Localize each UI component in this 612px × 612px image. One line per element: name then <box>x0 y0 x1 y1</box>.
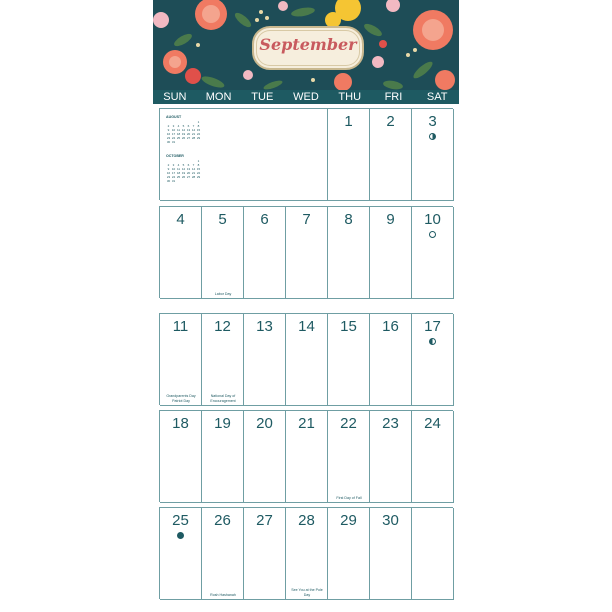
weekday-header <box>153 90 459 104</box>
mini-calendar-day: 19 <box>181 171 186 175</box>
mini-calendar-day: 24 <box>171 136 176 140</box>
mini-calendar-day: 28 <box>191 175 196 179</box>
mini-calendar-day: 14 <box>191 167 196 171</box>
day-number: 14 <box>298 318 315 335</box>
mini-calendar-day: 25 <box>176 136 181 140</box>
mini-calendar-day: 9 <box>167 167 170 171</box>
day-cell <box>328 508 370 600</box>
mini-calendar-day: 12 <box>181 128 186 132</box>
mini-calendar-day: 26 <box>181 136 186 140</box>
week-row <box>159 313 453 405</box>
day-cell <box>412 314 454 406</box>
day-cell <box>412 109 454 201</box>
day-cell <box>328 314 370 406</box>
mini-calendar-day: 8 <box>197 163 200 167</box>
day-number: 13 <box>256 318 273 335</box>
mini-calendar-day: 5 <box>182 124 185 128</box>
mini-calendar-day: 2 <box>167 124 170 128</box>
quarter-moon-icon <box>429 133 436 140</box>
mini-calendar-day: 10 <box>171 128 176 132</box>
day-cell <box>160 314 202 406</box>
day-cell <box>202 314 244 406</box>
holiday-note: See You at the Pole Day <box>291 588 323 597</box>
mini-calendar-day: 2 <box>167 163 170 167</box>
day-number: 8 <box>344 211 353 228</box>
week-row <box>159 507 453 599</box>
mini-calendar-day: 20 <box>186 132 191 136</box>
weekday-thu: THU <box>338 91 362 103</box>
mini-calendar-grid <box>166 159 206 183</box>
day-cell <box>160 411 202 503</box>
day-number: 15 <box>340 318 357 335</box>
day-number: 5 <box>218 211 227 228</box>
mini-calendar-day: 14 <box>191 128 196 132</box>
day-cell <box>286 314 328 406</box>
holiday-note: National Day of Encouragement <box>210 394 236 403</box>
mini-calendar-day: 1 <box>197 159 200 163</box>
weekday-mon: MON <box>205 91 232 103</box>
mini-calendar-day: 19 <box>181 132 186 136</box>
day-number: 16 <box>382 318 399 335</box>
mini-calendar-day: 3 <box>172 163 175 167</box>
mini-calendar-day: 13 <box>186 128 191 132</box>
mini-calendar-day: 26 <box>181 175 186 179</box>
day-number: 17 <box>424 318 441 335</box>
mini-calendar-day: 9 <box>167 128 170 132</box>
day-cell <box>370 109 412 201</box>
mini-calendar-day: 25 <box>176 175 181 179</box>
day-number: 6 <box>260 211 269 228</box>
day-cell <box>370 207 412 299</box>
day-number: 23 <box>382 415 399 432</box>
day-number: 25 <box>172 512 189 529</box>
weekday-tue: TUE <box>251 91 274 103</box>
day-number: 22 <box>340 415 357 432</box>
mini-calendar-grid <box>166 120 206 144</box>
full-moon-icon <box>429 231 436 238</box>
mini-calendar-day: 4 <box>177 163 180 167</box>
day-number: 9 <box>386 211 395 228</box>
mini-calendar-day: 22 <box>196 171 201 175</box>
mini-calendar-day: 28 <box>191 136 196 140</box>
mini-calendar-day: 15 <box>196 167 201 171</box>
day-number: 4 <box>176 211 185 228</box>
day-cell <box>286 207 328 299</box>
day-number: 19 <box>214 415 231 432</box>
weekday-sat: SAT <box>426 91 448 103</box>
mini-calendar-day: 3 <box>172 124 175 128</box>
day-number: 26 <box>214 512 231 529</box>
day-number: 20 <box>256 415 273 432</box>
day-cell <box>202 207 244 299</box>
day-cell <box>244 207 286 299</box>
mini-calendar-day: 29 <box>196 175 201 179</box>
week-row <box>159 108 453 200</box>
holiday-note: Labor Day <box>214 291 232 296</box>
day-cell <box>286 508 328 600</box>
mini-calendar-day: 23 <box>166 175 171 179</box>
day-number: 10 <box>424 211 441 228</box>
day-cell <box>370 508 412 600</box>
day-number: 27 <box>256 512 273 529</box>
floral-banner <box>153 0 459 90</box>
day-cell <box>202 411 244 503</box>
day-cell <box>328 411 370 503</box>
day-cell <box>370 314 412 406</box>
mini-calendar-day: 7 <box>192 163 195 167</box>
mini-calendar-day: 18 <box>176 132 181 136</box>
mini-calendar-day: 12 <box>181 167 186 171</box>
week-row <box>159 410 453 502</box>
day-cell <box>370 411 412 503</box>
day-number: 3 <box>428 113 437 130</box>
mini-calendar-day: 1 <box>197 120 200 124</box>
day-cell <box>244 508 286 600</box>
mini-calendar-day: 22 <box>196 132 201 136</box>
day-number: 29 <box>340 512 357 529</box>
mini-calendar-day: 23 <box>166 136 171 140</box>
day-cell <box>160 508 202 600</box>
day-number: 1 <box>344 113 353 130</box>
day-cell <box>160 207 202 299</box>
mini-calendar-day: 6 <box>187 124 190 128</box>
day-cell <box>412 411 454 503</box>
holiday-note: First Day of Fall <box>336 495 362 500</box>
mini-calendar-day: 24 <box>171 175 176 179</box>
day-cell <box>328 207 370 299</box>
mini-calendar-day: 5 <box>182 163 185 167</box>
day-number: 24 <box>424 415 441 432</box>
day-number: 2 <box>386 113 395 130</box>
mini-calendar-day: 18 <box>176 171 181 175</box>
day-cell <box>244 411 286 503</box>
mini-calendar-day: 6 <box>187 163 190 167</box>
mini-calendar-day: 31 <box>171 179 176 183</box>
mini-calendar-day: 31 <box>171 140 176 144</box>
mini-calendar-day: 11 <box>176 128 181 132</box>
mini-calendar-title: OCTOBER <box>166 154 184 158</box>
day-cell <box>412 508 454 600</box>
mini-calendar-day: 21 <box>191 171 196 175</box>
day-cell <box>412 207 454 299</box>
mini-calendar-day: 30 <box>166 140 171 144</box>
holiday-note: Grandparents Day Patriot Day <box>166 394 196 403</box>
day-number: 7 <box>302 211 311 228</box>
month-plaque <box>252 26 364 70</box>
mini-calendar-day: 16 <box>166 171 171 175</box>
week-row <box>159 206 453 298</box>
day-number: 21 <box>298 415 315 432</box>
day-cell <box>244 314 286 406</box>
mini-calendar-day: 21 <box>191 132 196 136</box>
calendar-page <box>153 0 459 612</box>
mini-calendar-day: 11 <box>176 167 181 171</box>
mini-calendar-day: 17 <box>171 171 176 175</box>
mini-calendar-day: 27 <box>186 175 191 179</box>
weekday-wed: WED <box>293 91 319 103</box>
mini-calendar-day: 15 <box>196 128 201 132</box>
day-number: 18 <box>172 415 189 432</box>
day-cell <box>286 411 328 503</box>
mini-calendar-day: 17 <box>171 132 176 136</box>
mini-calendar-day: 20 <box>186 171 191 175</box>
day-number: 28 <box>298 512 315 529</box>
mini-calendar-title: AUGUST <box>166 115 182 119</box>
new-moon-icon <box>177 532 184 539</box>
weekday-fri: FRI <box>384 91 403 103</box>
mini-calendar-day: 13 <box>186 167 191 171</box>
mini-calendar-day: 10 <box>171 167 176 171</box>
mini-calendar-day: 8 <box>197 124 200 128</box>
day-number: 30 <box>382 512 399 529</box>
month-title: September <box>259 35 357 54</box>
day-number: 11 <box>172 318 189 335</box>
mini-calendars <box>166 115 206 183</box>
mini-calendar-day: 27 <box>186 136 191 140</box>
day-cell <box>328 109 370 201</box>
weekday-sun: SUN <box>163 91 187 103</box>
mini-calendar-day: 29 <box>196 136 201 140</box>
holiday-note: Rosh Hashanah <box>210 592 236 597</box>
mini-calendar-day: 16 <box>166 132 171 136</box>
mini-calendars-cell <box>160 109 328 201</box>
quarter-moon-icon <box>429 338 436 345</box>
mini-calendar-day: 4 <box>177 124 180 128</box>
day-cell <box>202 508 244 600</box>
mini-calendar-day: 30 <box>166 179 171 183</box>
mini-calendar-day: 7 <box>192 124 195 128</box>
day-number: 12 <box>214 318 231 335</box>
